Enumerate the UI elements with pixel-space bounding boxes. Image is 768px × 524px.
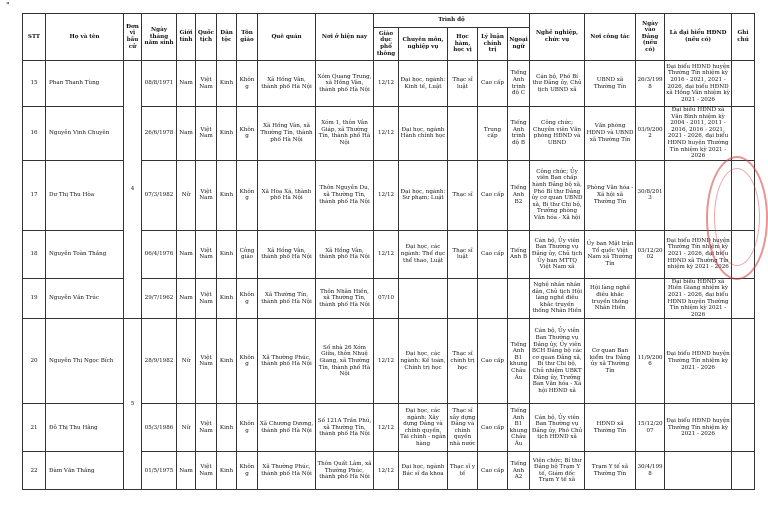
header-council: Là đại biểu HĐND (nếu có) [665,14,732,61]
row-council: Đại biểu HĐND huyện Thường Tín nhiệm kỳ 2016 - 2021, 2021 - 2026, đại biểu HĐND xã Hồng Vân nhiệm kỳ 2021 - 2026 [665,61,732,107]
header-party-date: Ngày vào Đảng (nếu có) [636,14,665,61]
row-sex: Nam [177,61,196,107]
row-workplace: Phòng Văn hóa - Xã hội xã Thường Tín [585,160,636,230]
row-stt: 21 [23,404,46,452]
row-note [732,404,755,452]
row-name: Nguyễn Văn Trúc [46,278,124,319]
row-stt: 22 [23,452,46,490]
row-party-date: 26/3/1998 [636,61,665,107]
row-degree: Thạc sĩ y tế [448,452,478,490]
row-dob: 28/9/1982 [142,319,177,404]
red-stamp-ring-icon [714,168,760,266]
row-party-date: 30/4/1998 [636,452,665,490]
row-sex: Nam [177,230,196,278]
row-workplace: UBND xã Thường Tín [585,61,636,107]
row-political: Cao cấp [478,452,508,490]
row-degree [448,278,478,319]
row-general-edu: 12/12 [374,404,399,452]
row-name: Nguyễn Thị Ngọc Bích [46,319,124,404]
row-nationality: Việt Nam [196,230,217,278]
row-council: Đại biểu HĐND huyện Thường Tín nhiệm kỳ 2021 - 2026, đại biểu HĐND xã Thường Tín nhiệm kỳ 2021 - 2026 [665,230,732,278]
header-workplace: Nơi công tác [585,14,636,61]
row-nationality: Việt Nam [196,61,217,107]
row-religion: Không [237,319,258,404]
row-general-edu: 12/12 [374,160,399,230]
row-language: Tiếng Anh B2 [508,160,530,230]
row-dob: 08/8/1971 [142,61,177,107]
header-unit: Đơn vị bầu cử [124,14,142,61]
row-dob: 01/5/1975 [142,452,177,490]
row-stt: 17 [23,160,46,230]
row-language [508,278,530,319]
row-occupation: Cán bộ, Phó Bí thư Đảng ủy, Chủ tịch UBND xã [530,61,585,107]
row-sex: Nữ [177,404,196,452]
row-hometown: Xã Thường Tín, thành phố Hà Nội [258,278,316,319]
row-council: Đại biểu HĐND xã Hiền Giang nhiệm kỳ 2021 - 2026, đại biểu HĐND huyện Thường Tín nhiệm kỳ 2021 - 2026 [665,278,732,319]
row-occupation: Viên chức; Bí thư Đảng bộ Trạm Y tế, Giám đốc Trạm Y tế xã [530,452,585,490]
row-occupation: Nghệ nhân nhân dân, Chủ tịch Hội làng nghề điêu khắc truyền thống Nhân Hiền [530,278,585,319]
row-party-date: 03/12/2002 [636,230,665,278]
row-address: Xóm 1, thôn Vân Giáp, xã Thường Tín, thành phố Hà Nội [316,107,374,161]
row-political [478,278,508,319]
row-occupation: Cán bộ, Ủy viên Ban Thường vụ Đảng ủy, Ủy viên BCH Đảng bộ các cơ quan Đảng xã, Bí thư Chi bộ, Chủ nhiệm UBKT Đảng ủy, Trưởng Ban Văn hóa - Xã hội HĐND xã [530,319,585,404]
row-religion: Không [237,452,258,490]
row-party-date: 11/9/2006 [636,319,665,404]
row-general-edu: 07/10 [374,278,399,319]
row-ethnicity: Kinh [217,452,237,490]
row-political: Cao cấp [478,160,508,230]
row-nationality: Việt Nam [196,160,217,230]
row-degree: Thạc sĩ chính trị học [448,319,478,404]
header-political: Lý luận chính trị [478,28,508,61]
header-dob: Ngày tháng năm sinh [142,14,177,61]
header-general-edu: Giáo dục phổ thông [374,28,399,61]
row-sex: Nam [177,452,196,490]
row-hometown: Xã Thường Phúc, thành phố Hà Nội [258,319,316,404]
header-major: Chuyên môn, nghiệp vụ [399,28,448,61]
row-religion: Không [237,160,258,230]
row-workplace: Văn phòng HĐND và UBND xã Thường Tín [585,107,636,161]
row-language: Tiếng Anh B [508,230,530,278]
row-major: Đại học, các ngành: Kế toán, Chính trị học [399,319,448,404]
row-address: Thôn Nguyễn Du, xã Thường Tín, thành phố Hà Nội [316,160,374,230]
row-religion: Không [237,107,258,161]
row-stt: 20 [23,319,46,404]
row-general-edu: 12/12 [374,61,399,107]
row-political: Cao cấp [478,404,508,452]
header-religion: Tôn giáo [237,14,258,61]
row-note [732,452,755,490]
row-political: Trung cấp [478,107,508,161]
row-major: Đại học, ngành Bác sĩ đa khoa [399,452,448,490]
row-address: Số nhà 26 Xóm Giữa, thôn Nhuệ Giang, xã Thường Tín, thành phố Hà Nội [316,319,374,404]
row-dob: 26/6/1978 [142,107,177,161]
row-ethnicity: Kinh [217,107,237,161]
row-workplace: Cơ quan Ban kiểm tra Đảng ủy xã Thường Tín [585,319,636,404]
row-ethnicity: Kinh [217,319,237,404]
header-note: Ghi chú [732,14,755,61]
header-education: Trình độ [374,14,530,28]
row-degree [448,107,478,161]
row-ethnicity: Kinh [217,230,237,278]
row-religion: Không [237,404,258,452]
row-occupation: Công chức; Ủy viên Ban chấp hành Đảng bộ xã, Phó Bí thư Đảng ủy cơ quan UBND xã, Bí thư Chi bộ, Trưởng phòng Văn hóa - Xã hội [530,160,585,230]
row-council: Đại biểu HĐND huyện Thường Tín nhiệm kỳ 2021 - 2026 [665,319,732,404]
row-dob: 05/3/1986 [142,404,177,452]
row-stt: 18 [23,230,46,278]
row-language: Tiếng Anh trình độ B [508,107,530,161]
row-hometown: Xã Hòa Xá, thành phố Hà Nội [258,160,316,230]
row-sex: Nam [177,278,196,319]
row-workplace: Hội làng nghề điêu khắc truyền thống Nhân Hiền [585,278,636,319]
row-unit: 5 [124,319,142,490]
row-name: Nguyễn Toàn Thắng [46,230,124,278]
row-nationality: Việt Nam [196,404,217,452]
header-stt: STT [23,14,46,61]
row-general-edu: 12/12 [374,230,399,278]
row-hometown: Xã Thường Phúc, thành phố Hà Nội [258,452,316,490]
row-degree: Thạc sĩ luật [448,230,478,278]
row-nationality: Việt Nam [196,107,217,161]
row-occupation: Công chức; Chuyên viên Văn phòng HĐND và UBND [530,107,585,161]
row-sex: Nữ [177,160,196,230]
row-political: Cao cấp [478,61,508,107]
table-body [23,61,755,490]
row-stt: 19 [23,278,46,319]
header-nationality: Quốc tịch [196,14,217,61]
row-occupation: Cán bộ, Ủy viên Ban Thường vụ Đảng ủy, Chủ tịch Ủy ban MTTQ Việt Nam xã [530,230,585,278]
row-council: Đại biểu HĐND huyện Thường Tín nhiệm kỳ 2021 - 2026 [665,404,732,452]
row-address: Số 121A Trần Phú, xã Thường Tín, thành phố Hà Nội [316,404,374,452]
row-major [399,278,448,319]
row-stt: 16 [23,107,46,161]
row-degree: Thạc sĩ xây dựng Đảng và chính quyền nhà nước [448,404,478,452]
row-sex: Nam [177,107,196,161]
row-workplace: Ủy ban Mặt trận Tổ quốc Việt Nam xã Thường Tín [585,230,636,278]
row-nationality: Việt Nam [196,319,217,404]
row-major: Đại học, ngành: Kinh tế, Luật [399,61,448,107]
row-occupation: Cán bộ, Ủy viên Ban Thường vụ Đảng ủy, Phó Chủ tịch HĐND xã [530,404,585,452]
row-dob: 29/7/1962 [142,278,177,319]
header-name: Họ và tên [46,14,124,61]
row-note [732,278,755,319]
row-dob: 06/4/1976 [142,230,177,278]
row-religion: Công giáo [237,230,258,278]
row-address: Xã Hồng Vân, thành phố Hà Nội [316,230,374,278]
row-note [732,61,755,107]
candidate-table [22,13,755,490]
header-address: Nơi ở hiện nay [316,14,374,61]
row-council [665,452,732,490]
row-sex: Nữ [177,319,196,404]
table-row [23,319,755,404]
row-language: Tiếng Anh trình độ C [508,61,530,107]
row-unit: 4 [124,61,142,319]
row-degree: Thạc sĩ [448,160,478,230]
row-religion: Không [237,278,258,319]
row-language: Tiếng Anh A2 [508,452,530,490]
row-ethnicity: Kinh [217,61,237,107]
row-party-date: 30/8/2013 [636,160,665,230]
row-council: Đại biểu HĐND xã Văn Bình nhiệm kỳ 2004 - 2011, 2011 - 2016, 2016 - 2021, 2021 - 2026, đại biểu HĐND huyện Thường Tín nhiệm kỳ 2021 - 2026 [665,107,732,161]
row-hometown: Xã Chương Dương, thành phố Hà Nội [258,404,316,452]
row-general-edu: 12/12 [374,452,399,490]
row-language: Tiếng Anh B1 khung Châu Âu [508,404,530,452]
header-degree: Học hàm, học vị [448,28,478,61]
header-occupation: Nghề nghiệp, chức vụ [530,14,585,61]
row-note [732,107,755,161]
row-hometown: Xã Hồng Vân, xã Thường Tín, thành phố Hà Nội [258,107,316,161]
row-address: Thôn Quất Lâm, xã Thường Phúc, thành phố Hà Nội [316,452,374,490]
row-address: Thôn Nhân Hiền, xã Thường Tín, thành phố Hà Nội [316,278,374,319]
row-nationality: Việt Nam [196,452,217,490]
header-hometown: Quê quán [258,14,316,61]
row-general-edu: 12/12 [374,319,399,404]
row-address: Xóm Quang Trung, xã Hồng Vân, thành phố Hà Nội [316,61,374,107]
row-degree: Thạc sĩ luật [448,61,478,107]
row-nationality: Việt Nam [196,278,217,319]
row-religion: Không [237,61,258,107]
row-language: Tiếng Anh B1 khung Châu Âu [508,319,530,404]
row-name: Phan Thanh Tùng [46,61,124,107]
row-major: Đại học, ngành: Sư phạm; Luật [399,160,448,230]
row-workplace: HĐND xã Thường Tín [585,404,636,452]
row-ethnicity: Kinh [217,278,237,319]
row-name: Nguyễn Vinh Chuyên [46,107,124,161]
row-political: Cao cấp [478,319,508,404]
row-political: Cao cấp [478,230,508,278]
row-note [732,319,755,404]
row-party-date [636,278,665,319]
header-ethnicity: Dân tộc [217,14,237,61]
row-dob: 07/3/1982 [142,160,177,230]
row-major: Đại học, ngành Hành chính học [399,107,448,161]
row-ethnicity: Kinh [217,160,237,230]
row-hometown: Xã Hồng Vân, thành phố Hà Nội [258,230,316,278]
table-row [23,61,755,107]
row-name: Đàm Văn Thắng [46,452,124,490]
row-name: Dư Thị Thu Hòa [46,160,124,230]
row-ethnicity: Kinh [217,404,237,452]
row-hometown: Xã Hồng Vân, thành phố Hà Nội [258,61,316,107]
row-workplace: Trạm Y tế xã Thường Tín [585,452,636,490]
header-language: Ngoại ngữ [508,28,530,61]
row-major: Đại học, các ngành: Thể dục thể thao, Luật [399,230,448,278]
row-general-edu: 12/12 [374,107,399,161]
corner-mark: " [6,1,10,10]
row-name: Đỗ Thị Thu Hằng [46,404,124,452]
row-stt: 15 [23,61,46,107]
row-major: Đại học, các ngành: Xây dựng Đảng và chính quyền, Tài chính - ngân hàng [399,404,448,452]
row-party-date: 15/12/2007 [636,404,665,452]
row-party-date: 03/9/2002 [636,107,665,161]
header-sex: Giới tính [177,14,196,61]
